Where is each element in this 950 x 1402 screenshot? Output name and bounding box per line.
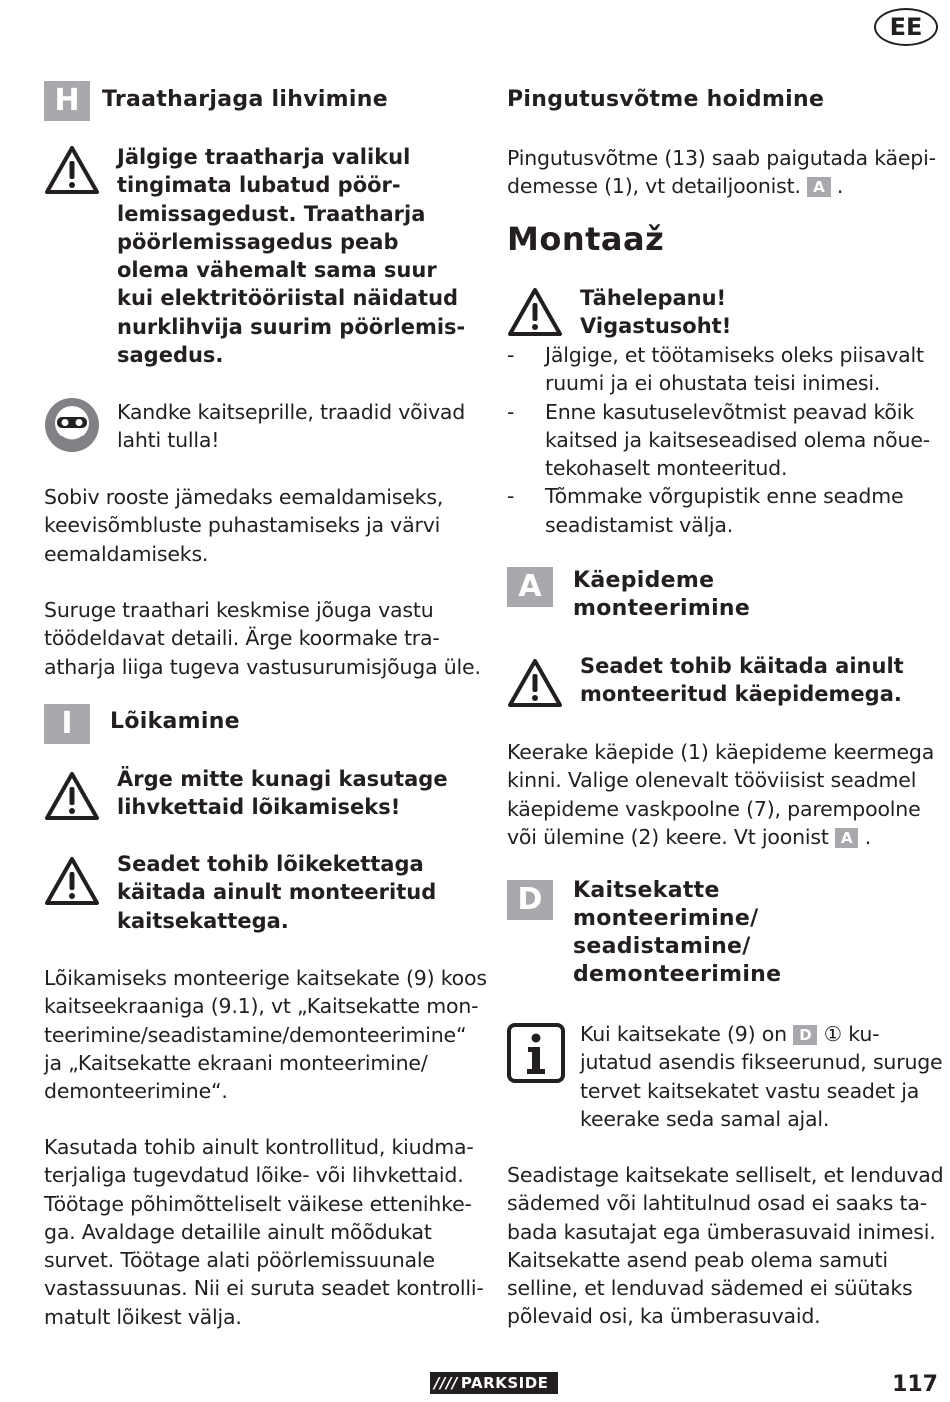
section-letter-box: H xyxy=(44,81,90,121)
goggles-text: Kandke kaitseprille, traadid võivad lahti tulla! xyxy=(117,400,466,453)
language-badge: EE xyxy=(874,8,938,46)
warning-text: Seadet tohib käitada ainult monteeritud käepidemega. xyxy=(580,654,904,707)
dash-list xyxy=(507,341,937,539)
warning-icon xyxy=(44,855,100,907)
paragraph: Seadistage kaitsekate selliselt, et lenduvad sädemed või lahtitulnud osad ei saaks ta- bada kasutajat ega ümberasuvaid inimesi. Kaitsekatte asend peab olema samuti selline, et lenduvad sädemed ei süütaks põlevaid osi, ka ümberasuvaid. xyxy=(507,1163,944,1329)
list-item: - Enne kasutuselevõtmist peavad kõik kaitsed ja kaitseseadised olema nõue- tekohaselt monteeritud. xyxy=(507,399,930,481)
brand-logo: //// PARKSIDE xyxy=(430,1372,558,1394)
paragraph: Sobiv rooste jämedaks eemaldamiseks, keevisõmbluste puhastamiseks ja värvi eemaldamiseks. xyxy=(44,485,444,566)
figure-reference: A xyxy=(807,177,830,197)
section-letter-box: D xyxy=(507,880,553,920)
warning-icon xyxy=(507,657,563,709)
section-letter-box: I xyxy=(44,704,90,744)
paragraph: Pingutusvõtme (13) saab paigutada käepi- demesse (1), vt detailjoonist. A . xyxy=(507,146,936,199)
section-letter-box: A xyxy=(507,567,553,607)
paragraph: Lõikamiseks monteerige kaitsekate (9) koos kaitseekraaniga (9.1), vt „Kaitsekatte mon- teerimine/seadistamine/demonteerimine“ ja „Kaitsekatte ekraani monteerimine/ demonteerimine“. xyxy=(44,966,487,1104)
list-item: - Tõmmake võrgupistik enne seadme seadistamist välja. xyxy=(507,484,904,537)
warning-icon xyxy=(507,286,563,338)
attention-text: Tähelepanu! Vigastusoht! xyxy=(580,286,732,339)
warning-text: Ärge mitte kunagi kasutage lihvkettaid lõikamiseks! xyxy=(117,767,448,820)
paragraph: Suruge traathari keskmise jõuga vastu töödeldavat detaili. Ärge koormake tra- atharja liiga tugeva vastusurumisjõuga üle. xyxy=(44,598,481,679)
warning-icon xyxy=(44,770,100,822)
info-icon xyxy=(507,1023,565,1083)
warning-icon xyxy=(44,144,100,196)
paragraph: Kasutada tohib ainult kontrollitud, kiudma- terjaliga tugevdatud lõike- või lihvkettaid. Töötage põhimõtteliselt väikese ettenihke- ga. Avaldage detailile ainult mõõdukat survet. Töötage alati pöörlemissuunale vastassuunas. Nii ei suruta seadet kontrolli- matult lõikest välja. xyxy=(44,1135,484,1329)
section-heading: Käepideme monteerimine xyxy=(573,568,751,621)
warning-text: Seadet tohib lõikekettaga käitada ainult monteeritud kaitsekattega. xyxy=(117,852,437,933)
page-number: 117 xyxy=(892,1372,938,1397)
safety-goggles-icon xyxy=(44,397,100,453)
figure-reference: D xyxy=(793,1025,817,1045)
section-heading: Pingutusvõtme hoidmine xyxy=(507,87,825,112)
section-heading: Traatharjaga lihvimine xyxy=(102,87,388,112)
paragraph: Keerake käepide (1) käepideme keermega kinni. Valige olenevalt tööviisist seadmel käepideme vaskpoolne (7), parempoolne või ülemine (2) keere. Vt joonist A . xyxy=(507,740,935,849)
chapter-title: Montaaž xyxy=(507,220,665,258)
section-heading: Kaitsekatte monteerimine/ seadistamine/ demonteerimine xyxy=(573,878,782,987)
figure-reference: A xyxy=(835,828,858,848)
info-text: Kui kaitsekate (9) on D ① ku- jutatud asendis fikseerunud, suruge tervet kaitsekatet vastu seadet ja keerake seda samal ajal. xyxy=(580,1022,943,1131)
warning-text: Jälgige traatharja valikul tingimata lubatud pöör- lemissagedust. Traatharja pöörlemissagedus peab olema vähemalt sama suur kui elektritööriistal näidatud nurklihvija suurim pöörlemis- sagedus. xyxy=(117,145,466,368)
list-item: - Jälgige, et töötamiseks oleks piisavalt ruumi ja ei ohustata teisi inimesi. xyxy=(507,343,924,396)
section-heading: Lõikamine xyxy=(110,709,240,734)
